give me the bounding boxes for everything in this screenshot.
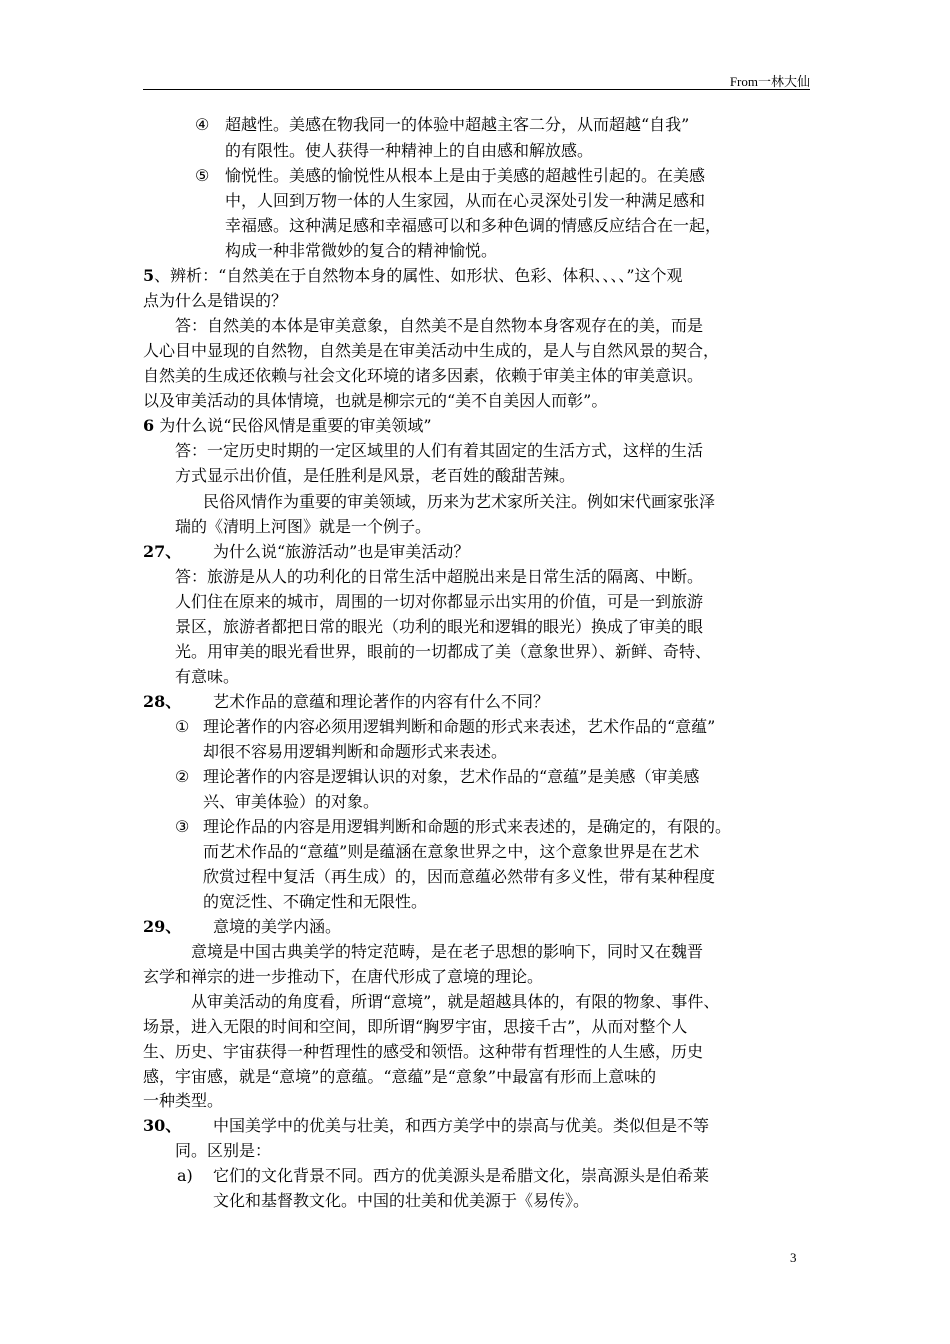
text-line: 愉悦性。美感的愉悦性从根本上是由于美感的超越性引起的。在美感 <box>225 166 706 185</box>
paragraph-line: 玄学和禅宗的进一步推动下，在唐代形成了意境的理论。 <box>143 967 544 986</box>
text-line: 点为什么是错误的？ <box>143 291 288 310</box>
header-rule <box>143 89 810 90</box>
question-text: 、辨析：“自然美在于自然物本身的属性、如形状、色彩、体积、、、、”这个观 <box>154 266 683 285</box>
question-text: 意境的美学内涵。 <box>213 917 342 936</box>
text-line: 幸福感。这种满足感和幸福感可以和多种色调的情感反应结合在一起， <box>225 216 722 235</box>
answer-line: 自然美的生成还依赖与社会文化环境的诸多因素，依赖于审美主体的审美意识。 <box>143 366 704 385</box>
list-marker: ② <box>175 767 190 786</box>
answer-line: 以及审美活动的具体情境，也就是柳宗元的“美不自美因人而彰”。 <box>143 391 608 410</box>
paragraph-line: 生、历史、宇宙获得一种哲理性的感受和领悟。这种带有哲理性的人生感，历史 <box>143 1042 704 1061</box>
text-line: 超越性。美感在物我同一的体验中超越主客二分，从而超越“自我” <box>225 115 690 134</box>
text-line: 它们的文化背景不同。西方的优美源头是希腊文化，崇高源头是伯希莱 <box>213 1166 710 1185</box>
question-number: 30、 <box>143 1116 182 1135</box>
paragraph-line: 感，宇宙感，就是“意境”的意蕴。“意蕴”是“意象”中最富有形而上意味的 <box>143 1067 657 1086</box>
answer-line: 民俗风情作为重要的审美领域，历来为艺术家所关注。例如宋代画家张泽 <box>203 492 716 511</box>
answer-line: 答：旅游是从人的功利化的日常生活中超脱出来是日常生活的隔离、中断。 <box>175 567 704 586</box>
answer-line: 方式显示出价值，是任胜利是风景，老百姓的酸甜苦辣。 <box>175 466 576 485</box>
text-line: 理论作品的内容是用逻辑判断和命题的形式来表述的，是确定的，有限的。 <box>203 817 732 836</box>
question-5-title <box>143 264 683 288</box>
page-header: From一林大仙 <box>729 74 810 89</box>
list-marker: ⑤ <box>195 166 210 185</box>
answer-line: 有意味。 <box>175 667 240 686</box>
answer-line: 人心目中显现的自然物，自然美是在审美活动中生成的，是人与自然风景的契合， <box>143 341 720 360</box>
list-marker: ① <box>175 717 190 736</box>
question-number: 5 <box>143 266 155 285</box>
text-line: 的宽泛性、不确定性和无限性。 <box>203 892 428 911</box>
answer-line: 瑞的《清明上河图》就是一个例子。 <box>175 517 432 536</box>
question-6-title <box>143 414 432 438</box>
text-line: 文化和基督教文化。中国的壮美和优美源于《易传》。 <box>213 1191 590 1210</box>
text-line: 欣赏过程中复活（再生成）的，因而意蕴必然带有多义性，带有某种程度 <box>203 867 716 886</box>
question-number: 27、 <box>143 542 182 561</box>
question-text: 为什么说“民俗风情是重要的审美领域” <box>154 416 432 435</box>
answer-line: 景区，旅游者都把日常的眼光（功利的眼光和逻辑的眼光）换成了审美的眼 <box>175 617 704 636</box>
paragraph-line: 意境是中国古典美学的特定范畴，是在老子思想的影响下，同时又在魏晋 <box>191 942 704 961</box>
question-number: 6 <box>143 416 155 435</box>
question-text: 为什么说“旅游活动”也是审美活动？ <box>213 542 470 561</box>
answer-line: 答：自然美的本体是审美意象，自然美不是自然物本身客观存在的美，而是 <box>175 316 704 335</box>
answer-line: 光。用审美的眼光看世界，眼前的一切都成了美（意象世界）、新鲜、奇特、 <box>175 642 712 661</box>
list-marker: ③ <box>175 817 190 836</box>
question-text: 艺术作品的意蕴和理论著作的内容有什么不同？ <box>213 692 550 711</box>
paragraph-line: 场景，进入无限的时间和空间，即所谓“胸罗宇宙，思接千古”，从而对整个人 <box>143 1017 688 1036</box>
text-line: 中，人回到万物一体的人生家园，从而在心灵深处引发一种满足感和 <box>225 191 706 210</box>
page-number: 3 <box>790 1250 797 1265</box>
text-line: 却很不容易用逻辑判断和命题形式来表述。 <box>203 742 508 761</box>
list-marker: a) <box>177 1166 193 1185</box>
paragraph-line: 一种类型。 <box>143 1091 224 1110</box>
paragraph-line: 从审美活动的角度看，所谓“意境”，就是超越具体的，有限的物象、事件、 <box>191 992 720 1011</box>
text-line: 理论著作的内容必须用逻辑判断和命题的形式来表述，艺术作品的“意蕴” <box>203 717 716 736</box>
text-line: 而艺术作品的“意蕴”则是蕴涵在意象世界之中，这个意象世界是在艺术 <box>203 842 700 861</box>
question-text: 同。区别是： <box>175 1141 272 1160</box>
question-text: 中国美学中的优美与壮美，和西方美学中的崇高与优美。类似但是不等 <box>213 1116 710 1135</box>
text-line: 理论著作的内容是逻辑认识的对象，艺术作品的“意蕴”是美感（审美感 <box>203 767 700 786</box>
text-line: 构成一种非常微妙的复合的精神愉悦。 <box>225 241 498 260</box>
question-number: 28、 <box>143 692 182 711</box>
text-line: 兴、审美体验）的对象。 <box>203 792 380 811</box>
text-line: 的有限性。使人获得一种精神上的自由感和解放感。 <box>225 141 594 160</box>
question-number: 29、 <box>143 917 182 936</box>
list-marker: ④ <box>195 115 210 134</box>
answer-line: 答：一定历史时期的一定区域里的人们有着其固定的生活方式，这样的生活 <box>175 441 704 460</box>
answer-line: 人们住在原来的城市，周围的一切对你都显示出实用的价值，可是一到旅游 <box>175 592 704 611</box>
